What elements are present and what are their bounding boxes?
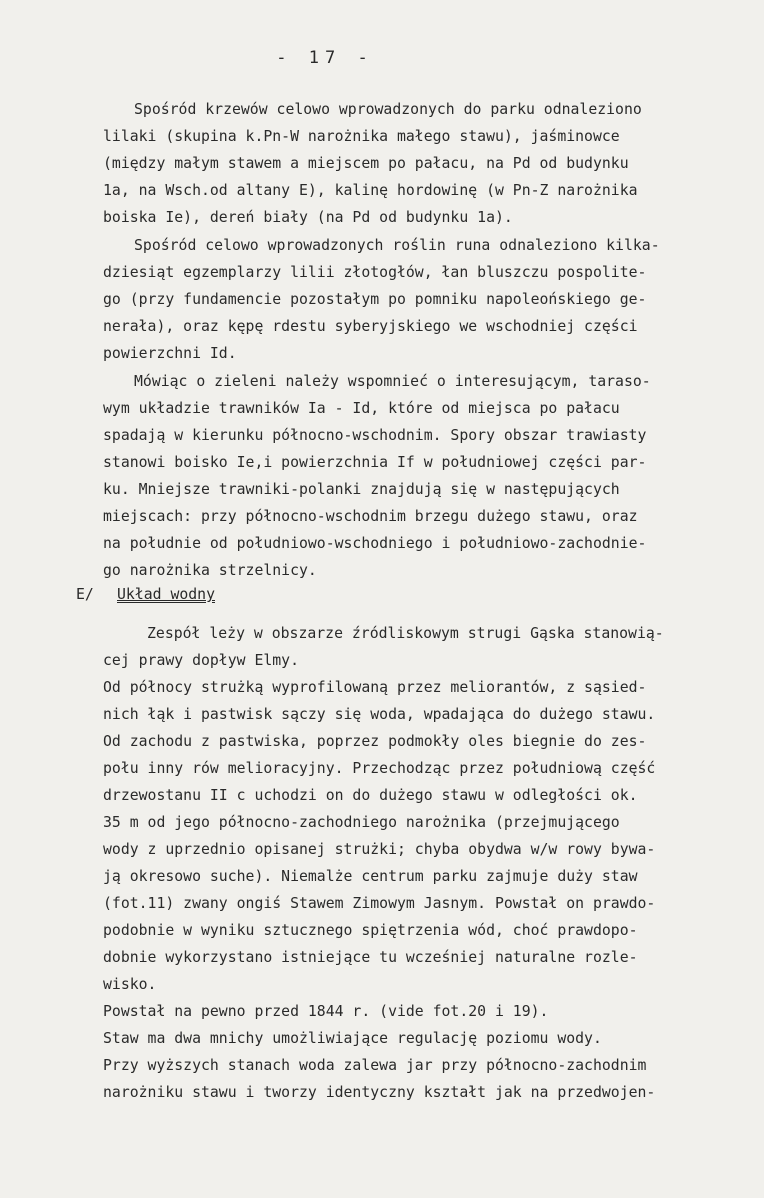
text-line: wody z uprzednio opisanej strużki; chyba obydwa w/w rowy bywa-: [103, 841, 656, 858]
text-line: lilaki (skupina k.Pn-W narożnika małego stawu), jaśminowce: [103, 128, 620, 145]
text-line: (między małym stawem a miejscem po pałacu, na Pd od budynku: [103, 155, 629, 172]
text-line: Przy wyższych stanach woda zalewa jar przy północno-zachodnim: [103, 1057, 647, 1074]
text-line: narożniku stawu i tworzy identyczny kształt jak na przedwojen-: [103, 1084, 656, 1101]
text-line: (fot.11) zwany ongiś Stawem Zimowym Jasnym. Powstał on prawdo-: [103, 895, 656, 912]
text-line: na południe od południowo-wschodniego i południowo-zachodnie-: [103, 535, 647, 552]
text-line: Powstał na pewno przed 1844 r. (vide fot.20 i 19).: [103, 1003, 549, 1020]
section-title: Układ wodny: [117, 586, 215, 603]
text-line: 35 m od jego północno-zachodniego narożnika (przejmującego: [103, 814, 620, 831]
text-line: ją okresowo suche). Niemalże centrum parku zajmuje duży staw: [103, 868, 638, 885]
page-number: - 17 -: [276, 48, 374, 68]
text-line: boiska Ie), dereń biały (na Pd od budynku 1a).: [103, 209, 513, 226]
text-line: wisko.: [103, 976, 157, 993]
text-line: spadają w kierunku północno-wschodnim. Spory obszar trawiasty: [103, 427, 647, 444]
text-line: go narożnika strzelnicy.: [103, 562, 317, 579]
text-line: Spośród krzewów celowo wprowadzonych do parku odnaleziono: [134, 101, 642, 118]
text-line: nich łąk i pastwisk sączy się woda, wpadająca do dużego stawu.: [103, 706, 656, 723]
text-line: Staw ma dwa mnichy umożliwiające regulację poziomu wody.: [103, 1030, 602, 1047]
text-line: Zespół leży w obszarze źródliskowym strugi Gąska stanowią-: [147, 625, 664, 642]
text-line: Od zachodu z pastwiska, poprzez podmokły oles biegnie do zes-: [103, 733, 647, 750]
text-line: ku. Mniejsze trawniki-polanki znajdują się w następujących: [103, 481, 620, 498]
text-line: miejscach: przy północno-wschodnim brzegu dużego stawu, oraz: [103, 508, 638, 525]
text-line: cej prawy dopływ Elmy.: [103, 652, 299, 669]
text-line: Mówiąc o zieleni należy wspomnieć o interesującym, taraso-: [134, 373, 651, 390]
text-line: dziesiąt egzemplarzy lilii złotogłów, łan bluszczu pospolite-: [103, 264, 647, 281]
text-line: go (przy fundamencie pozostałym po pomniku napoleońskiego ge-: [103, 291, 647, 308]
text-line: połu inny rów melioracyjny. Przechodząc przez południową część: [103, 760, 656, 777]
text-line: stanowi boisko Ie,i powierzchnia If w południowej części par-: [103, 454, 647, 471]
text-line: 1a, na Wsch.od altany E), kalinę hordowinę (w Pn-Z narożnika: [103, 182, 638, 199]
text-line: powierzchni Id.: [103, 345, 237, 362]
text-line: wym układzie trawników Ia - Id, które od miejsca po pałacu: [103, 400, 620, 417]
text-line: dobnie wykorzystano istniejące tu wcześniej naturalne rozle-: [103, 949, 638, 966]
text-line: Od północy strużką wyprofilowaną przez meliorantów, z sąsied-: [103, 679, 647, 696]
text-line: Spośród celowo wprowadzonych roślin runa odnaleziono kilka-: [134, 237, 660, 254]
section-mark: E/: [76, 586, 94, 603]
text-line: podobnie w wyniku sztucznego spiętrzenia wód, choć prawdopo-: [103, 922, 638, 939]
text-line: drzewostanu II c uchodzi on do dużego stawu w odległości ok.: [103, 787, 638, 804]
text-line: nerała), oraz kępę rdestu syberyjskiego we wschodniej części: [103, 318, 638, 335]
